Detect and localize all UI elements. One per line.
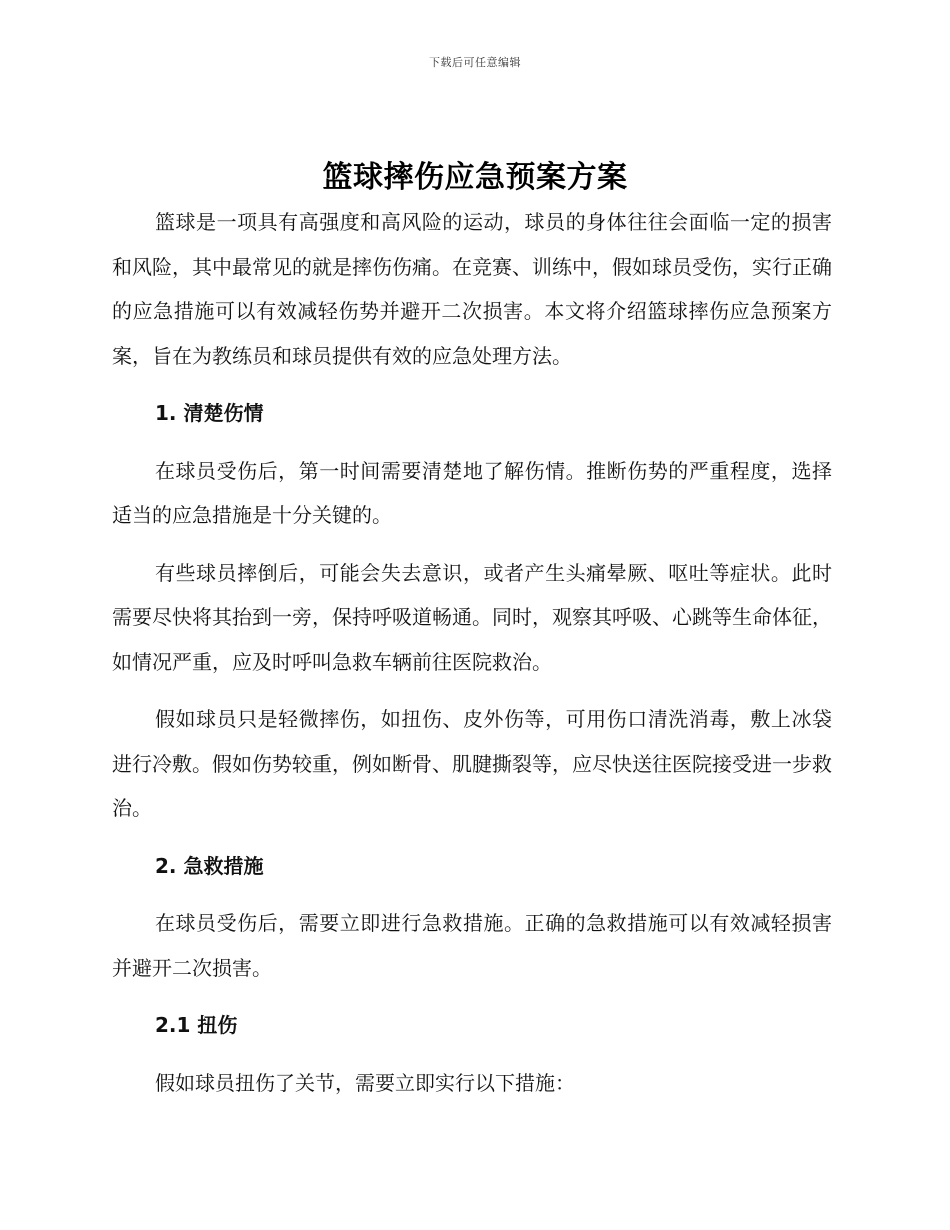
subsection-heading-2-1: 2.1 扭伤 [155,1013,238,1037]
paragraph-3: 假如球员只是轻微摔伤，如扭伤、皮外伤等，可用伤口清洗消毒，敷上冰袋进行冷敷。假如伤势较重，例如断骨、肌腱撕裂等，应尽快送往医院接受进一步救治。 [112,707,832,820]
paragraph-4: 在球员受伤后，需要立即进行急救措施。正确的急救措施可以有效减轻损害并避开二次损害。 [112,911,832,980]
paragraph-2: 有些球员摔倒后，可能会失去意识，或者产生头痛晕厥、呕吐等症状。此时需要尽快将其抬到一旁，保持呼吸道畅通。同时，观察其呼吸、心跳等生命体征，如情况严重，应及时呼叫急救车辆前往医院救治。 [112,560,832,674]
paragraph-5: 假如球员扭伤了关节，需要立即实行以下措施： [155,1070,575,1095]
document-body [112,200,832,1105]
section-heading-2: 2. 急救措施 [155,853,264,878]
spacer [112,538,832,551]
spacer [112,888,832,901]
header-note: 下载后可任意编辑 [429,56,521,69]
spacer [112,1048,832,1061]
spacer [112,436,832,449]
document-title: 篮球摔伤应急预案方案 [322,160,628,195]
section-heading-1: 1. 清楚伤情 [155,401,264,425]
intro-paragraph: 篮球是一项具有高强度和高风险的运动，球员的身体往往会面临一定的损害和风险，其中最常见的就是摔伤伤痛。在竞赛、训练中，假如球员受伤，实行正确的应急措施可以有效减轻伤势并避开二次损害。本文将介绍篮球摔伤应急预案方案，旨在为教练员和球员提供有效的应急处理方法。 [112,210,832,368]
spacer [112,684,832,697]
paragraph-1: 在球员受伤后，第一时间需要清楚地了解伤情。推断伤势的严重程度，选择适当的应急措施是十分关键的。 [112,458,832,527]
spacer [112,831,832,844]
spacer [112,990,832,1003]
spacer [112,378,832,391]
